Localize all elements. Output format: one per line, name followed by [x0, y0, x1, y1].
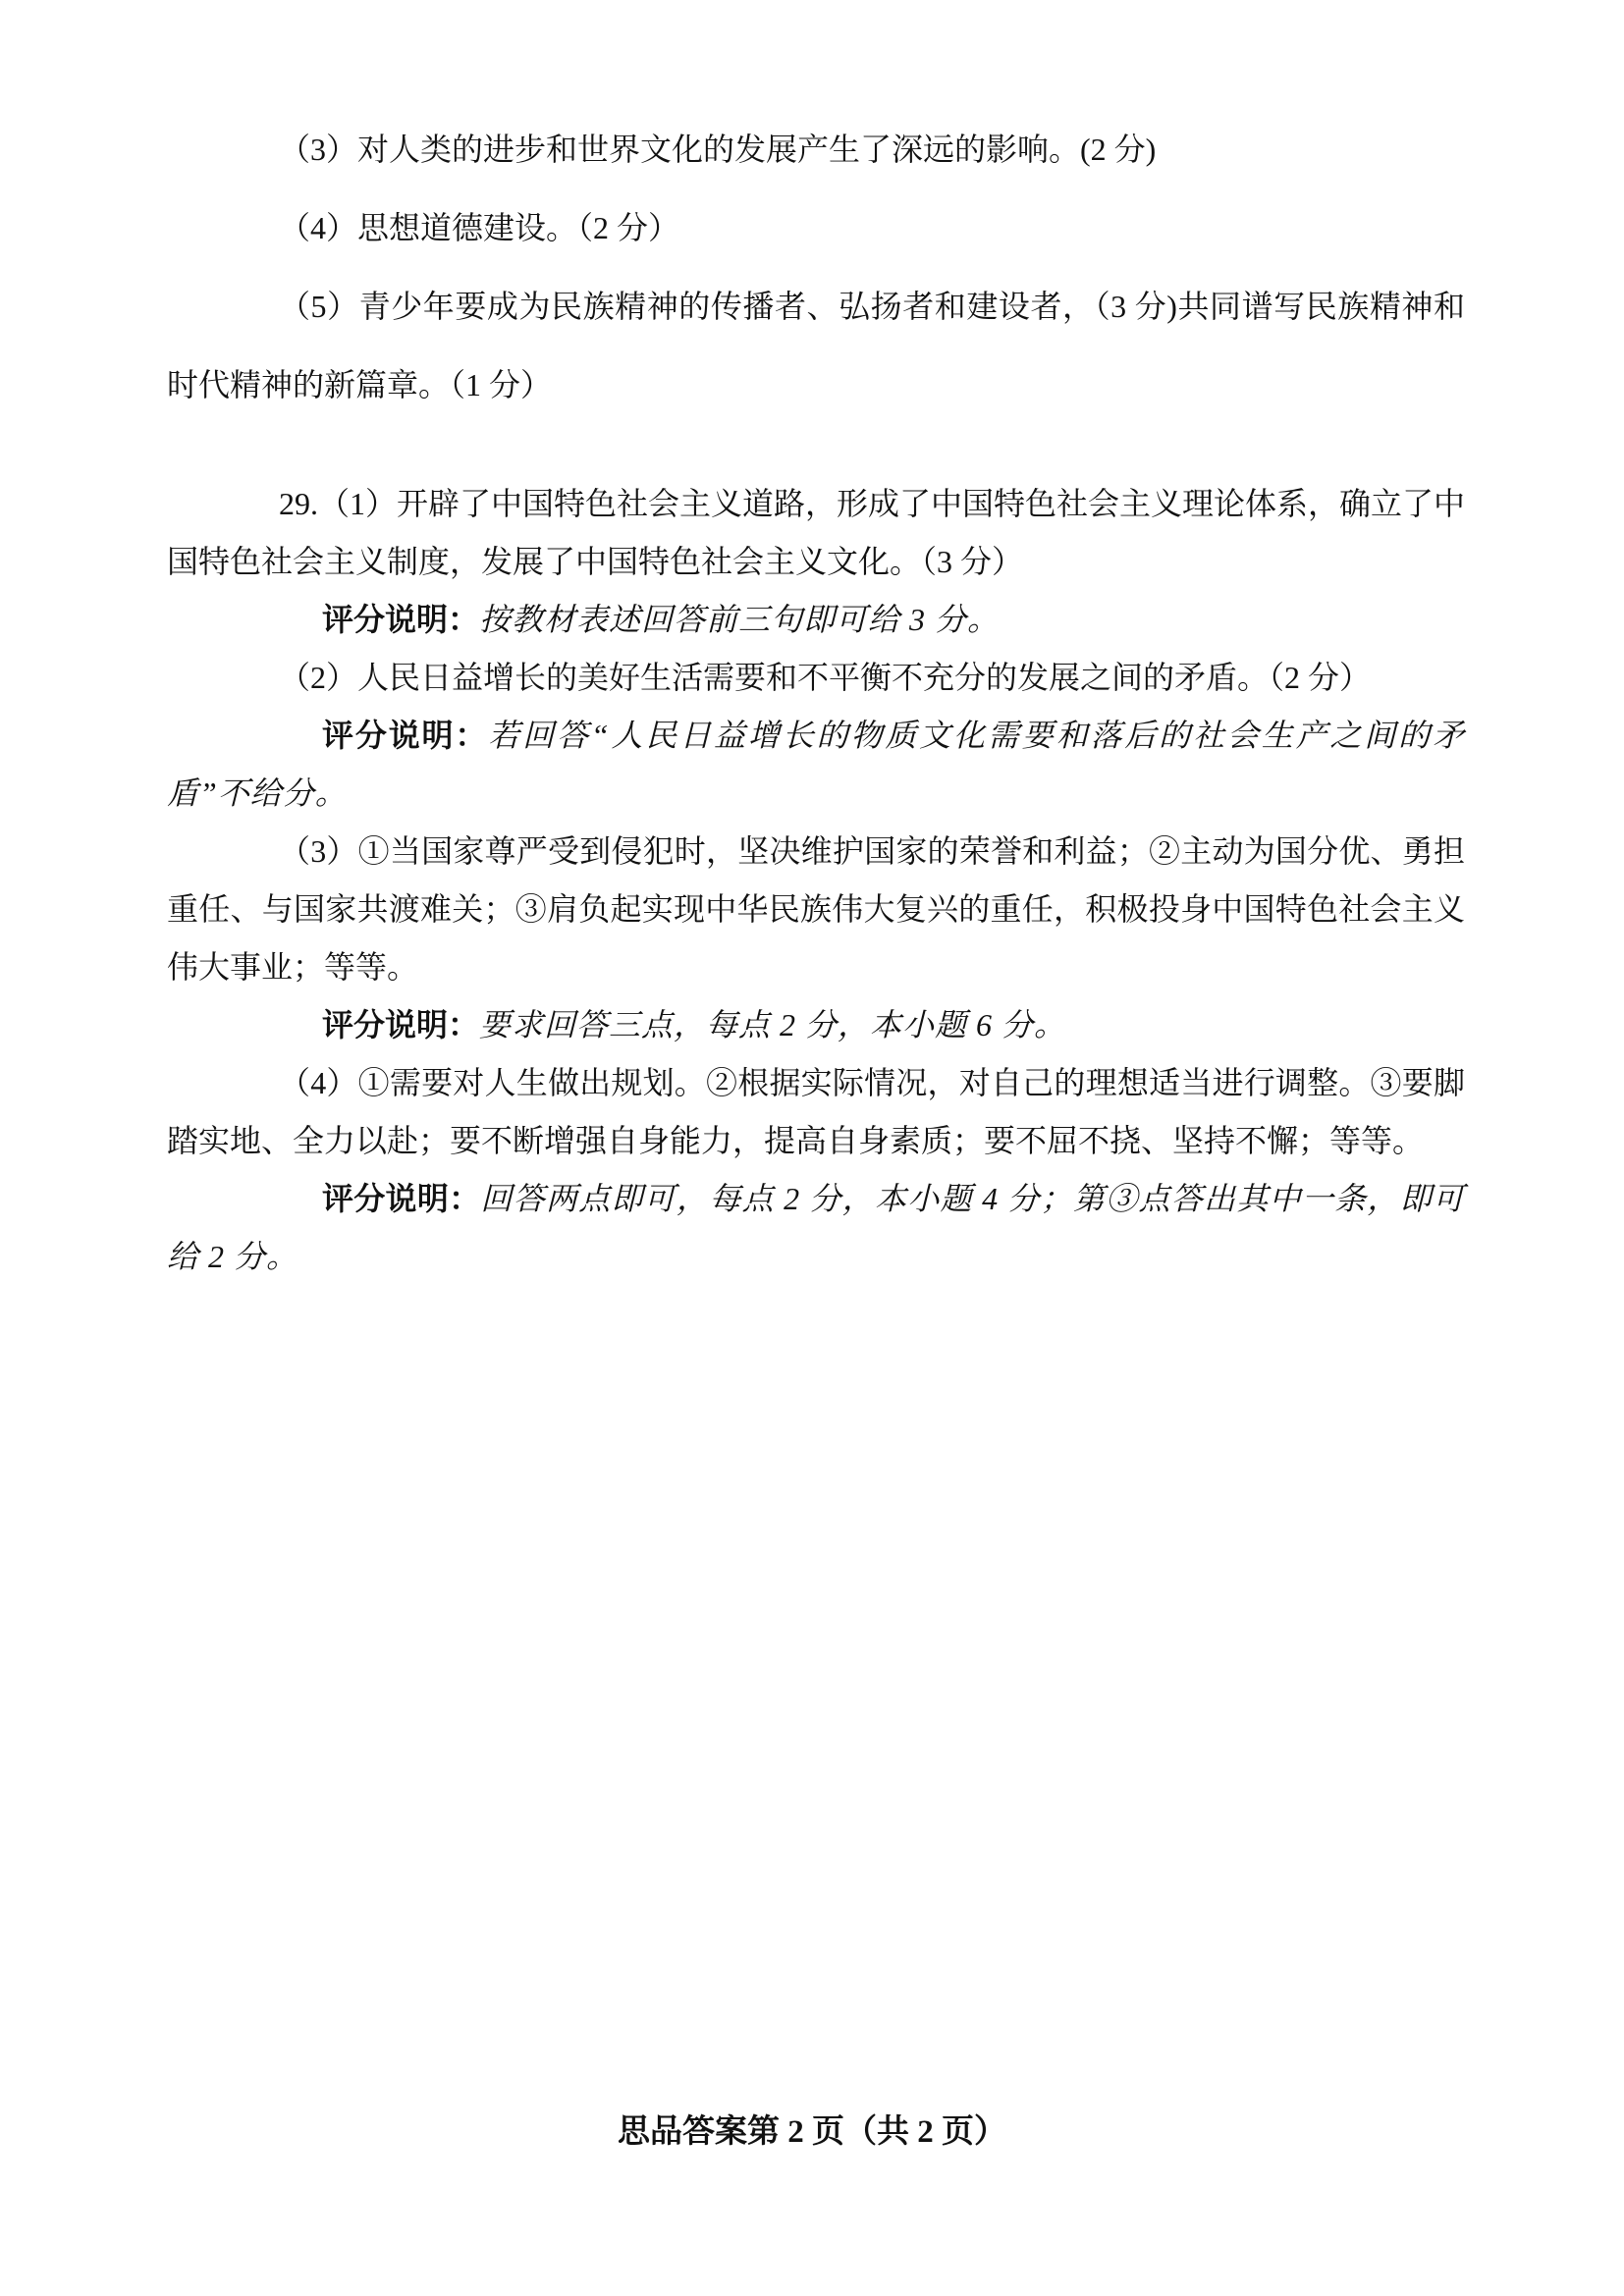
answer-28-4: （4）思想道德建设。（2 分） [279, 210, 680, 245]
scoring-note-29-3 [167, 996, 1465, 1054]
scoring-note-29-4 [167, 1170, 1465, 1286]
scoring-note-text: 若回答“人民日益增长的物质文化需要和落后的社会生产之间的矛盾”不给分。 [167, 718, 1465, 811]
answer-29-4: （4）①需要对人生做出规划。②根据实际情况，对自己的理想适当进行调整。③要脚踏实地、全力以赴；要不断增强自身能力，提高自身素质；要不屈不挠、坚持不懈；等等。 [167, 1065, 1465, 1158]
answer-29-1: 29.（1）开辟了中国特色社会主义道路，形成了中国特色社会主义理论体系，确立了中国特色社会主义制度，发展了中国特色社会主义文化。（3 分） [167, 486, 1466, 579]
scoring-note-29-2 [167, 707, 1465, 823]
scoring-note-text: 回答两点即可，每点 2 分，本小题 4 分；第③点答出其中一条，即可给 2 分。 [167, 1181, 1465, 1274]
answer-28-3: （3）对人类的进步和世界文化的发展产生了深远的影响。(2 分) [279, 132, 1157, 167]
scoring-note-text: 按教材表述回答前三句即可给 3 分。 [479, 602, 1001, 637]
answer-29-3: （3）①当国家尊严受到侵犯时，坚决维护国家的荣誉和利益；②主动为国分优、勇担重任、与国家共渡难关；③肩负起实现中华民族伟大复兴的重任，积极投身中国特色社会主义伟大事业；等等。 [167, 833, 1465, 985]
question-28-answers [167, 110, 1465, 424]
question-29-answers [167, 475, 1465, 1286]
scoring-note-text: 要求回答三点，每点 2 分，本小题 6 分。 [479, 1007, 1067, 1042]
scoring-note-label: 评分说明： [322, 718, 489, 753]
answer-document [167, 110, 1465, 1286]
scoring-note-label: 评分说明： [322, 1181, 481, 1216]
scoring-note-label: 评分说明： [322, 1007, 480, 1042]
answer-28-5: （5）青少年要成为民族精神的传播者、弘扬者和建设者，（3 分)共同谱写民族精神和时代精神的新篇章。（1 分） [167, 289, 1465, 402]
answer-29-2: （2）人民日益增长的美好生活需要和不平衡不充分的发展之间的矛盾。（2 分） [279, 660, 1372, 695]
page-footer: 思品答案第 2 页（共 2 页） [618, 2114, 1006, 2150]
scoring-note-29-1 [167, 591, 1465, 649]
scoring-note-label: 评分说明： [322, 602, 480, 637]
